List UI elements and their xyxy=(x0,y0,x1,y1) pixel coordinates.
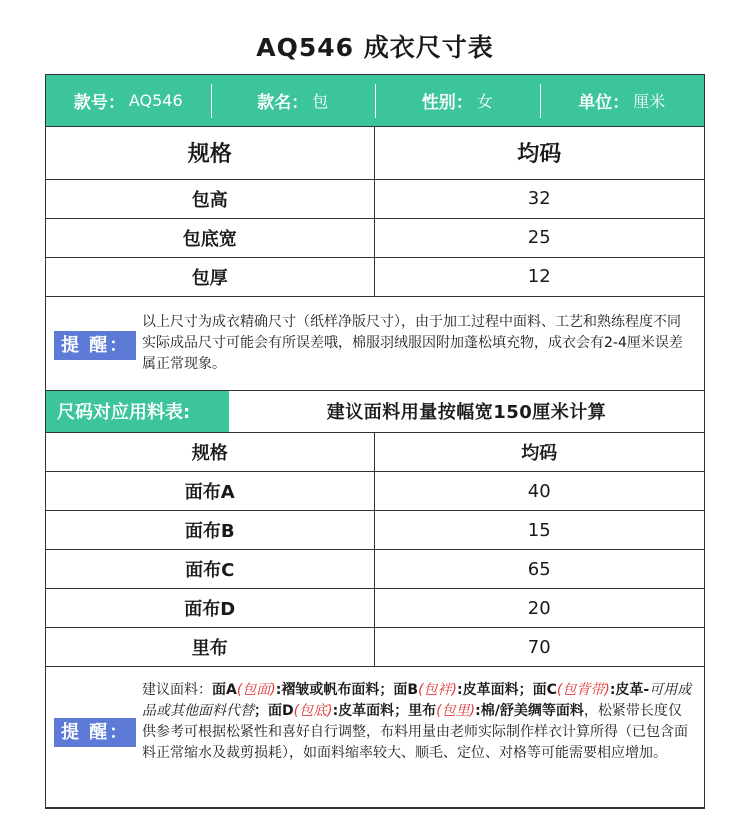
page-title: AQ546 成衣尺寸表 xyxy=(256,33,494,62)
table-row xyxy=(46,218,704,257)
gender-label: 性别： xyxy=(421,93,473,113)
fabric-reminder-label: 提 醒： xyxy=(54,718,136,747)
row-value: 70 xyxy=(374,628,704,667)
unit-value: 厘米 xyxy=(633,92,666,111)
note-part: ； xyxy=(254,703,268,719)
row-value: 40 xyxy=(374,472,704,511)
fabric-c-name: 面C xyxy=(532,682,557,698)
fabric-width-note: 建议面料用量按幅宽150厘米计算 xyxy=(326,402,607,423)
row-value: 12 xyxy=(374,257,704,296)
fabric-b-part: (包袢) xyxy=(418,682,457,698)
row-value: 25 xyxy=(374,218,704,257)
row-name: 包底宽 xyxy=(46,218,374,257)
info-bar xyxy=(46,75,704,127)
row-value: 20 xyxy=(374,589,704,628)
fabric-reminder-text xyxy=(142,680,694,764)
note-part: :棉/舒美绸等面料 xyxy=(475,703,584,719)
fabric-d-name: 面D xyxy=(268,703,294,719)
table-row xyxy=(46,550,704,589)
header-spec: 规格 xyxy=(46,127,374,179)
lining-part: (包里) xyxy=(436,703,476,719)
unit-cell xyxy=(540,75,705,126)
header-size: 均码 xyxy=(374,127,704,179)
size-table xyxy=(46,127,704,297)
note-part: 可用成品或其他面料代替 xyxy=(142,682,692,719)
table-header-row xyxy=(46,433,704,472)
row-value: 15 xyxy=(374,511,704,550)
table-header-row xyxy=(46,127,704,179)
row-value: 32 xyxy=(374,179,704,218)
fabric-a-name: 面A xyxy=(212,682,237,698)
reminder-note xyxy=(46,297,704,391)
note-part: :褶皱或帆布面料； xyxy=(275,682,394,698)
table-row xyxy=(46,472,704,511)
style-no-label: 款号： xyxy=(73,93,125,113)
note-part: :皮革面料； xyxy=(457,682,533,698)
fabric-c-part: (包背带) xyxy=(556,682,610,698)
unit-label: 单位： xyxy=(578,93,630,113)
row-name: 包厚 xyxy=(46,257,374,296)
row-name: 包高 xyxy=(46,179,374,218)
row-name: 面布C xyxy=(46,550,374,589)
style-no-value: AQ546 xyxy=(128,91,183,110)
row-value: 65 xyxy=(374,550,704,589)
fabric-reminder-note xyxy=(46,667,704,808)
gender-cell xyxy=(375,75,540,126)
style-name-cell xyxy=(211,75,376,126)
reminder-label: 提 醒： xyxy=(54,331,136,360)
table-row xyxy=(46,179,704,218)
fabric-a-part: (包面) xyxy=(236,682,276,698)
header-spec: 规格 xyxy=(46,433,374,472)
note-part: 建议面料： xyxy=(142,682,212,698)
fabric-b-name: 面B xyxy=(393,682,419,698)
gender-value: 女 xyxy=(476,92,493,111)
row-name: 面布D xyxy=(46,589,374,628)
size-chart-frame xyxy=(45,74,705,809)
fabric-table-label: 尺码对应用料表: xyxy=(46,391,229,432)
table-row xyxy=(46,628,704,667)
style-no-cell xyxy=(46,75,211,126)
fabric-table xyxy=(46,433,704,668)
fabric-header xyxy=(46,391,704,433)
row-name: 里布 xyxy=(46,628,374,667)
note-part: ，松紧带长度仅供参考可根据松紧性和喜好自行调整，布料用量由老师实际制作样衣计算所得（已包含面料正常缩水及裁剪损耗），如面料缩率较大、顺毛、定位、对格等可能需要相应增加。 xyxy=(142,703,688,761)
reminder-text: 以上尺寸为成衣精确尺寸（纸样净版尺寸），由于加工过程中面料、工艺和熟练程度不同实际成品尺寸可能会有所误差哦，棉服羽绒服因附加蓬松填充物，成衣会有2-4厘米误差属正常现象。 xyxy=(142,313,683,372)
style-name-value: 包 xyxy=(312,92,329,111)
table-row xyxy=(46,257,704,296)
row-name: 面布B xyxy=(46,511,374,550)
fabric-d-part: (包底) xyxy=(293,703,333,719)
header-size: 均码 xyxy=(374,433,704,472)
note-part: :皮革面料； xyxy=(332,703,409,719)
row-name: 面布A xyxy=(46,472,374,511)
lining-name: 里布 xyxy=(408,703,437,719)
note-part: :皮革- xyxy=(609,682,650,698)
table-row xyxy=(46,589,704,628)
style-name-label: 款名： xyxy=(257,93,309,113)
table-row xyxy=(46,511,704,550)
